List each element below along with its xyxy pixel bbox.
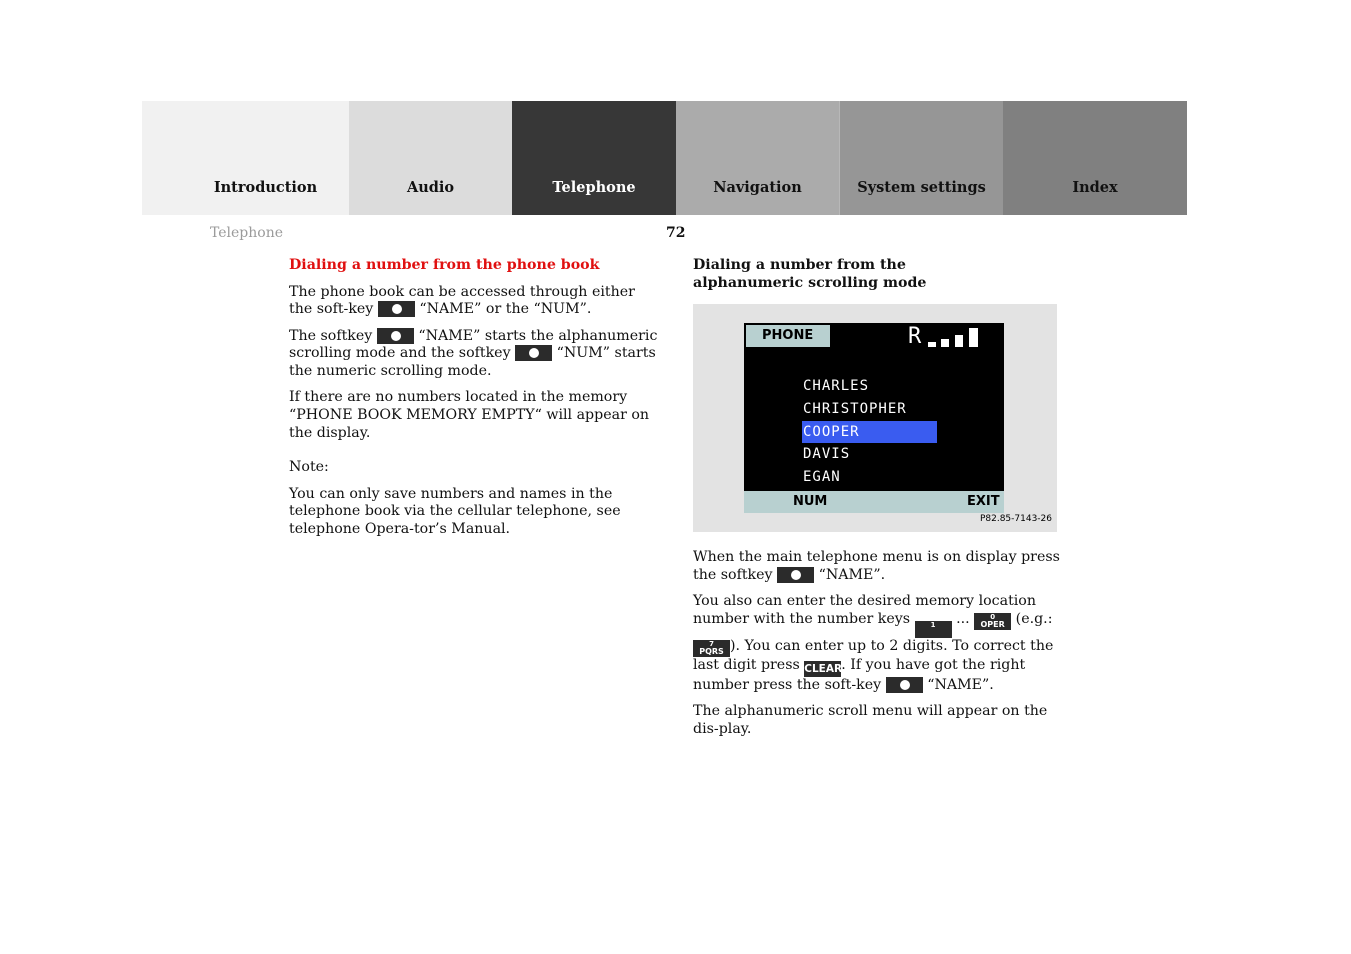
display-figure	[693, 304, 1057, 532]
subsection-heading	[693, 257, 1061, 292]
note-label: Note:	[289, 459, 329, 476]
softkey-exit-label: EXIT	[967, 494, 1000, 510]
paragraph	[289, 284, 661, 319]
paragraph: The alphanumeric scroll menu will appear on the dis-play.	[693, 703, 1048, 737]
left-column	[289, 257, 661, 547]
tab-audio[interactable]	[349, 101, 512, 215]
text: (e.g.:	[1015, 611, 1053, 628]
signal-label: R	[908, 324, 922, 350]
paragraph	[289, 328, 661, 381]
phonebook-list	[802, 375, 937, 488]
tab-system-settings[interactable]	[839, 101, 1003, 215]
paragraph	[693, 549, 1061, 584]
tab-telephone[interactable]	[512, 101, 676, 215]
phonebook-entry: CHARLES	[803, 378, 870, 395]
chapter-tab-bar	[142, 101, 1187, 215]
phonebook-entry: EGAN	[803, 468, 841, 485]
key-label: 0	[990, 613, 996, 622]
tab-label: Telephone	[552, 179, 636, 196]
section-label: Telephone	[210, 225, 284, 241]
number-key-0-icon	[974, 613, 1011, 630]
tab-label: Index	[1072, 179, 1118, 196]
tab-label: Audio	[406, 179, 455, 196]
softkey-icon	[378, 301, 415, 317]
signal-bar-icon	[928, 342, 936, 347]
softkey-icon	[515, 345, 552, 361]
text: “NAME”.	[927, 677, 994, 694]
page-number: 72	[666, 225, 686, 241]
signal-bar-icon	[941, 339, 949, 347]
text: “NUM” starts the numeric scrolling mode.	[289, 345, 656, 380]
figure-code: P82.85-7143-26	[979, 513, 1052, 524]
number-key-7-icon	[693, 640, 730, 657]
text: You also can enter the desired memory location number with the number keys	[693, 593, 1036, 628]
note-text: You can only save numbers and names in the telephone book via the cellular telephone, see telephone Opera-tor’s Manual.	[289, 485, 621, 537]
softkey-bar	[744, 491, 1004, 513]
right-column	[693, 257, 1061, 747]
heading-line: alphanumeric scrolling mode	[693, 274, 927, 291]
text: ). You can enter up to 2 digits. To correct the last digit press	[693, 638, 1054, 674]
text: The softkey	[289, 327, 373, 344]
phonebook-entry: DAVIS	[803, 446, 851, 463]
text: “NAME”.	[818, 567, 886, 584]
tab-label: Introduction	[213, 179, 318, 196]
tab-introduction[interactable]	[142, 101, 349, 215]
phonebook-entry-selected: COOPER	[802, 421, 937, 444]
section-heading: Dialing a number from the phone book	[289, 257, 600, 273]
text: The phone book can be accessed through either the soft-key	[289, 283, 635, 318]
tab-index[interactable]	[1003, 101, 1187, 215]
softkey-icon	[777, 567, 814, 583]
signal-bar-icon	[955, 335, 963, 347]
key-label: PQRS	[699, 647, 724, 657]
tab-navigation[interactable]	[676, 101, 839, 215]
key-label: OPER	[980, 620, 1005, 630]
softkey-num-label: NUM	[793, 494, 828, 510]
text: ...	[956, 611, 970, 628]
clear-key-icon: CLEAR	[804, 663, 843, 676]
text: . If you have got the right number press the soft-key	[693, 657, 1026, 694]
softkey-icon	[886, 677, 923, 693]
text: “NAME” starts the alphanumeric scrolling mode and the softkey	[289, 327, 658, 362]
tab-label: Navigation	[713, 179, 802, 196]
number-key-1-icon	[915, 621, 952, 638]
signal-bar-icon	[969, 328, 978, 347]
heading-line: Dialing a number from the	[693, 257, 906, 273]
softkey-icon	[377, 328, 414, 344]
phone-display-screen	[744, 323, 1004, 513]
tab-label: System settings	[857, 179, 986, 196]
screen-title: PHONE	[746, 325, 830, 347]
text: “NAME” or the “NUM”.	[419, 301, 592, 318]
key-label: 1	[930, 621, 936, 630]
key-label: 7	[709, 640, 714, 649]
paragraph	[693, 593, 1061, 694]
text: When the main telephone menu is on display press the softkey	[693, 549, 1060, 584]
paragraph: If there are no numbers located in the memory “PHONE BOOK MEMORY EMPTY“ will appear on the display.	[289, 389, 650, 441]
phonebook-entry: CHRISTOPHER	[803, 401, 907, 417]
